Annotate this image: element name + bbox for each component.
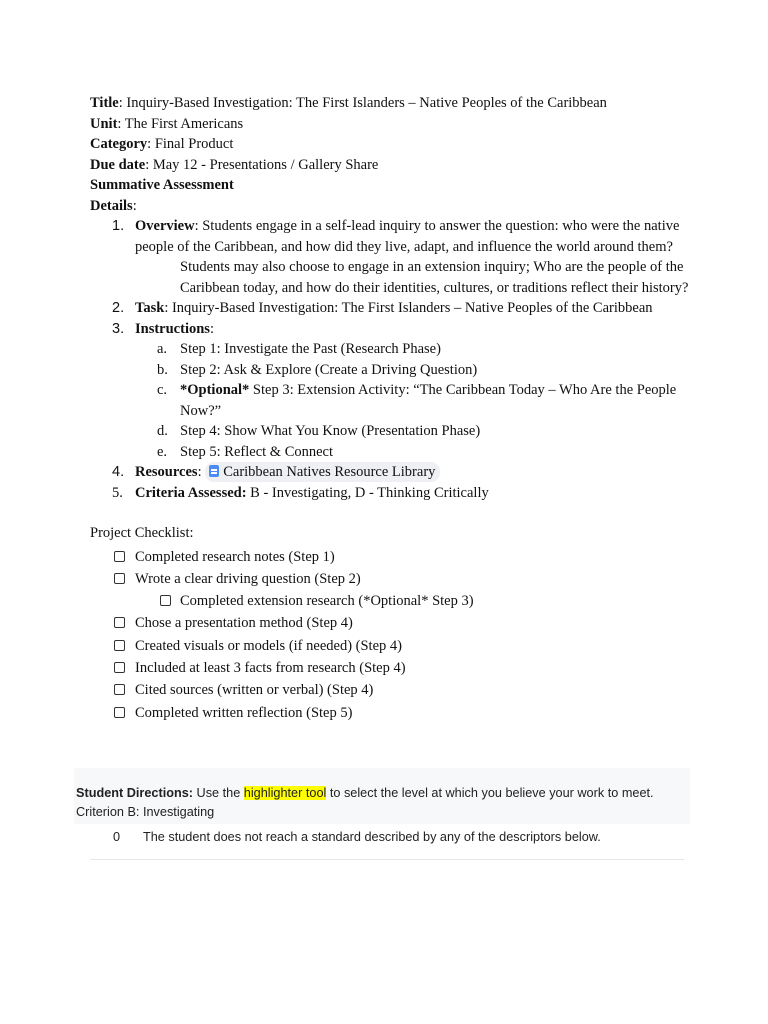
category-label: Category	[90, 136, 148, 152]
checklist-item: Completed extension research (*Optional* Step 3)	[90, 590, 690, 612]
checkbox[interactable]	[114, 640, 125, 651]
details-item-overview	[90, 216, 690, 298]
resource-library-label: Caribbean Natives Resource Library	[223, 464, 436, 480]
details-heading: Details:	[90, 197, 137, 214]
directions-label: Student Directions:	[76, 786, 194, 800]
task-label: Task	[135, 300, 165, 316]
instruction-steps	[135, 339, 690, 462]
overview-label: Overview	[135, 218, 195, 234]
checkbox[interactable]	[114, 617, 125, 628]
criteria-label: Criteria Assessed:	[135, 484, 247, 501]
details-item-resources: 4. Resources: Caribbean Natives Resource Library	[90, 462, 690, 483]
list-number: 5.	[112, 484, 123, 501]
instruction-step: d. Step 4: Show What You Know (Presentation Phase)	[157, 423, 481, 439]
checklist-item: Completed written reflection (Step 5)	[90, 702, 690, 724]
list-number: 3.	[112, 320, 125, 337]
instruction-step: b. Step 2: Ask & Explore (Create a Driving Question)	[157, 361, 478, 378]
checkbox[interactable]	[114, 551, 125, 562]
criteria-text: B - Investigating, D - Thinking Critically	[246, 484, 489, 501]
checkbox[interactable]	[114, 684, 125, 695]
assessment-type: Summative Assessment	[90, 177, 234, 193]
checkbox[interactable]	[114, 707, 125, 718]
optional-tag: *Optional*	[180, 382, 250, 398]
list-number: 2.	[112, 300, 125, 316]
instruction-step: a. Step 1: Investigate the Past (Research Phase)	[157, 341, 441, 357]
due-date-label: Due date	[90, 156, 146, 173]
list-number: 1.	[112, 218, 125, 234]
checklist-title: Project Checklist:	[90, 525, 194, 541]
instruction-step: e. Step 5: Reflect & Connect	[157, 443, 334, 460]
title-value: : Inquiry-Based Investigation: The First Islanders – Native Peoples of the Caribbean	[118, 95, 607, 111]
rubric-level: 0	[113, 830, 121, 844]
list-number: 4.	[112, 464, 125, 480]
instruction-step: c. *Optional* Step 3: Extension Activity: “The Caribbean Today – Who Are the People Now?”	[157, 382, 677, 419]
unit-label: Unit	[90, 115, 118, 132]
student-directions: Student Directions: Use the highlighter tool to select the level at which you believe your work to meet. Criterion B: Investigating	[76, 786, 654, 819]
title-line	[90, 93, 690, 114]
rubric-descriptor: The student does not reach a standard described by any of the descriptors below.	[143, 830, 601, 844]
details-item-criteria	[90, 483, 690, 504]
resource-library-link[interactable]	[205, 462, 440, 482]
overview-text: : Students engage in a self-lead inquiry to answer the question: who were the native people of the Caribbean, and how did they live, adapt, and influence the world around them?	[135, 218, 680, 255]
checklist-item: Completed research notes (Step 1)	[90, 546, 690, 568]
checklist-item: Chose a presentation method (Step 4)	[90, 612, 690, 634]
google-doc-icon	[209, 465, 219, 477]
checklist-item: Created visuals or models (if needed) (Step 4)	[90, 635, 690, 657]
student-directions-box	[74, 768, 690, 824]
highlighted-phrase: highlighter tool	[243, 786, 327, 800]
details-item-task	[90, 298, 690, 319]
checkbox[interactable]	[160, 595, 171, 606]
extension-paragraph: Students may also choose to engage in an extension inquiry; Who are the people of the Caribbean today, and how do their identities, cultures, or traditions reflect their history?	[180, 259, 689, 296]
due-date-value: : May 12 - Presentations / Gallery Share	[145, 156, 379, 173]
criterion-heading: Criterion B: Investigating	[76, 805, 215, 819]
details-list	[90, 216, 690, 503]
instructions-label: Instructions	[135, 320, 210, 337]
rubric-row[interactable]	[90, 829, 684, 860]
title-label: Title	[90, 95, 119, 111]
assignment-document	[90, 93, 690, 724]
unit-line	[90, 114, 690, 135]
checklist-item: Cited sources (written or verbal) (Step 4)	[90, 679, 690, 701]
checklist-item: Included at least 3 facts from research (Step 4)	[90, 657, 690, 679]
category-line	[90, 134, 690, 155]
project-checklist	[90, 546, 690, 724]
checkbox[interactable]	[114, 573, 125, 584]
category-value: : Final Product	[147, 136, 234, 152]
checkbox[interactable]	[114, 662, 125, 673]
details-item-instructions: 3. Instructions: a. Step 1: Investigate the Past (Research Phase) b. Step 2: Ask & Explore (Create a Driving Question) c. *Optional* Step 3: Extension Activity: “The Caribbean Today – Who Are the People Now?” d. Step 4: Show What You Know (Presentation Phase) e. Step 5: Reflect & Connect	[90, 319, 690, 463]
task-text: : Inquiry-Based Investigation: The First Islanders – Native Peoples of the Caribbean	[164, 300, 653, 316]
due-date-line	[90, 155, 690, 176]
checklist-item: Wrote a clear driving question (Step 2)	[90, 568, 690, 590]
resources-label: Resources	[135, 464, 198, 480]
unit-value: : The First Americans	[117, 115, 244, 132]
